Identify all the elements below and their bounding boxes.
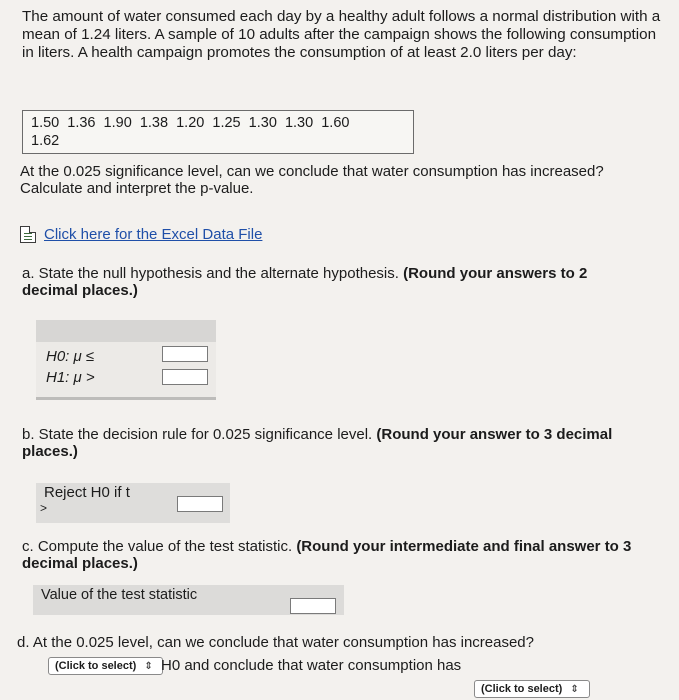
hypothesis-panel-header [36,320,216,342]
test-statistic-input[interactable] [290,598,336,614]
alternate-hypothesis-input[interactable] [162,369,208,385]
problem-intro: The amount of water consumed each day by a healthy adult follows a normal distribution with a mean of 1.24 liters. A sample of 10 adults after the campaign shows the following consumption in liters. A health campaign promotes the consumption of at least 2.0 liters per day: [22,8,661,61]
conclusion-select-label: (Click to select) [481,683,563,695]
reject-decision-select-label: (Click to select) [55,660,137,672]
greater-than-symbol: > [40,501,48,515]
part-d-prompt: d. At the 0.025 level, can we conclude that water consumption has increased? [17,634,534,651]
data-table [22,110,414,154]
part-b-label: b. State the decision rule for 0.025 significance level. [22,426,373,443]
null-hypothesis-input[interactable] [162,346,208,362]
data-values-line-2: 1.62 [31,133,60,149]
excel-file-icon [20,226,36,243]
part-c-instruction: (Round your intermediate and final answer to 3 decimal places.) [22,538,632,572]
critical-value-input[interactable] [177,496,223,512]
updown-chevron-icon: ⇕ [144,660,153,672]
problem-question: At the 0.025 significance level, can we conclude that water consumption has increased? Calculate and interpret the p-value. [20,163,604,197]
part-a-instruction: (Round your answers to 2 decimal places.) [22,265,588,299]
excel-data-link[interactable]: Click here for the Excel Data File [44,225,263,243]
decision-rule-label: Reject H0 if t [44,484,130,501]
part-b-instruction: (Round your answer to 3 decimal places.) [22,426,613,460]
part-c-label: c. Compute the value of the test statistic. [22,538,293,555]
part-a-prompt [22,265,642,299]
updown-chevron-icon: ⇕ [570,683,579,695]
excel-link-row[interactable] [20,222,262,246]
conclusion-text: H0 and conclude that water consumption has [161,657,462,674]
part-c-prompt [22,538,642,572]
data-values-line-1: 1.50 1.36 1.90 1.38 1.20 1.25 1.30 1.30 1.60 [31,115,350,131]
hypothesis-panel-footer [36,397,216,400]
alternate-hypothesis-label: H1: μ > [46,369,95,386]
part-b-prompt [22,426,642,460]
part-a-label: a. State the null hypothesis and the alternate hypothesis. [22,265,399,282]
test-statistic-label: Value of the test statistic [41,587,198,603]
reject-decision-select[interactable] [48,657,163,675]
conclusion-select[interactable] [474,680,590,698]
null-hypothesis-label: H0: μ ≤ [46,348,95,365]
part-d-answer-row [40,655,600,700]
